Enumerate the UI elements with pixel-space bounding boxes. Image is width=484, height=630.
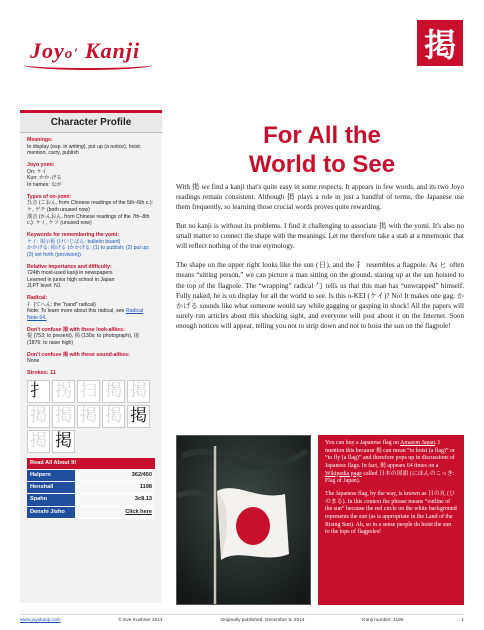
footer-copyright: © Eve Kushner 2014 (118, 618, 163, 623)
importance-heading: Relative importance and difficulty: (27, 263, 112, 270)
name-yomi: In names: なが (27, 181, 62, 188)
keywords-heading: Keywords for remembering the yomi: (27, 231, 119, 238)
reference-value: 1198 (75, 482, 155, 494)
radical-note (27, 308, 155, 321)
callout-paragraph: The Japanese flag, by the way, is known as 日の丸 (ひのまる). In this context the phrase means “outline of the sun” because the red circle on the white background represents the sun (as is appropriate in the Land of the Rising Sun). Ah, so in a sense people do hoist the sun to the tops of flagpoles! (325, 491, 457, 536)
title-line-1: For All the (263, 122, 381, 149)
radical-note-link[interactable]: Radical Note 64. (27, 308, 144, 322)
kan-on-reading: 漢音 (かんおん, from Chinese readings of the 7th–8th c.): ケイ, ケツ (unused now) (27, 213, 150, 227)
logo-swoosh (24, 60, 152, 70)
jlpt-level: JLPT level: N1 (27, 283, 61, 290)
stroke-count: Strokes: 11 (27, 370, 56, 377)
flag-illustration (177, 436, 311, 605)
stroke-step: 掲 (102, 380, 125, 403)
footer-kanji-number: Kanji number: 1198 (362, 618, 404, 623)
footer-site-link[interactable]: www.joyokanji.com (20, 618, 61, 623)
callout-paragraph (325, 440, 457, 486)
stroke-step: 掲 (77, 405, 100, 428)
lookalikes-heading: Don't confuse 掲 with these look-alikes: (27, 326, 125, 333)
joyo-yomi-heading: Joyo yomi: (27, 161, 55, 168)
stroke-step: 掲 (27, 405, 50, 428)
stroke-step: 掲 (27, 430, 50, 453)
keyword-kei: ケイ: 掲示板 (けいじばん: bulletin board) (27, 238, 121, 245)
radical-text: 扌 (てへん: the “hand” radical) (27, 301, 96, 308)
profile-title: Character Profile (20, 113, 162, 133)
go-on-reading: 呉音 (ごおん, from Chinese readings of the 5th–6th c.): ケ, ゲチ (both unused now) (27, 200, 153, 213)
on-yomi-types-heading: Types of on-yomi: (27, 193, 72, 200)
callout-text: You can buy a Japanese flag on (325, 440, 399, 446)
references-table (27, 458, 155, 519)
stroke-step: 拐 (52, 380, 75, 403)
amazon-japan-link[interactable]: Amazon Japan (400, 440, 435, 446)
article-body (176, 182, 464, 340)
kun-yomi: Kun: かか·げる (27, 175, 62, 182)
callout-text: . I mention this because 掲 can mean “to hoist (a flag)” or “to fly (a flag)” and therefore pops up in discussions of Japanese flags. In fact, 掲 appears 64 times on a (325, 440, 455, 470)
school-level: Learned in junior high school in Japan (27, 276, 115, 283)
references-heading: Read All About It! (27, 458, 155, 470)
featured-kanji: 掲 (417, 20, 463, 66)
radical-note-text: Note: To learn more about this radical, see (27, 308, 125, 315)
reference-row (27, 506, 155, 518)
radical-heading: Radical: (27, 295, 48, 302)
title-line-2: World to See (248, 150, 396, 178)
lookalikes-text: 提 (753; to present), 揭 (130s: to photograph), 揚 (1876: to raise high) (27, 333, 139, 347)
stroke-step-final: 掲 (52, 430, 75, 453)
reference-name: Henshall (27, 482, 75, 494)
on-yomi: On: ケイ (27, 168, 47, 175)
reference-row (27, 494, 155, 506)
wikipedia-link[interactable]: Wikipedia page (325, 470, 362, 477)
soundalikes-text: None (27, 358, 40, 365)
stroke-order-grid (27, 380, 155, 453)
reference-name: Halpern (27, 470, 75, 482)
reference-name: Denshi Jisho (27, 506, 75, 518)
keyword-kakageru: かかげる: 掲げる (かかげる: (1) to publish; (2) put up; (3) set forth (provision)) (27, 245, 150, 258)
article-paragraph: The shape on the upper right looks like the sun (日), and the 扌 resembles a flagpole. As ヒ often means “sitting person,” we can picture a man sitting on the ground, staring up at the sun hoisted to the top of the flagpole. The “wrapping” radical 勹 tells us that this man has “unwrapped” himself. Fully naked, he is on display for all the world to see. Is this o-KEI (ケイ)? No! It makes one gag; かかげる sounds like what someone would say while gagging or gasping in shock! All the papers will surely run articles about this shocking sight, and everyone will post about it on the Internet. Soon enough notices will appear, telling you not to strip down and not to hoist the sun on the flagpole! (176, 261, 464, 330)
page-footer (20, 614, 464, 623)
meanings-text: to display (esp. in writing), put up (a notice), hoist; mention, carry, publish (27, 143, 142, 157)
stroke-step: 掲 (127, 405, 150, 428)
reference-name: Spahn (27, 494, 75, 506)
soundalikes-heading: Don't confuse 掲 with these sound-alikes: (27, 351, 130, 358)
reference-value: 362/450 (75, 470, 155, 482)
logo-word-kanji: Kanji (84, 38, 141, 63)
footer-page-number: 1 (461, 618, 464, 623)
meanings-heading: Meanings: (27, 137, 53, 143)
article-paragraph: With 掲 we find a kanji that's quite easy in some respects. It appears in few words, and its two Joyo readings remain consistent. Although 掲 plays a role in just a handful of terms, the Japanese use them frequently, so learning those crucial words proves quite rewarding. (176, 183, 464, 212)
stroke-step: 掲 (102, 405, 125, 428)
stroke-step: 掲 (52, 405, 75, 428)
character-profile-sidebar (20, 110, 162, 603)
flag-callout (318, 435, 464, 605)
denshi-jisho-link[interactable]: Click here (75, 506, 155, 518)
reference-row (27, 482, 155, 494)
logo-word-o: o' (64, 46, 79, 62)
footer-published: Originally published: December 5, 2014 (220, 618, 305, 623)
logo-word-joy: Joy (30, 38, 65, 63)
reference-row (27, 470, 155, 482)
stroke-step: 掲 (127, 380, 150, 403)
newspaper-rank: 724th most-used kanji in newspapers (27, 270, 113, 277)
japanese-flag-photo (176, 435, 311, 605)
stroke-step: 扫 (77, 380, 100, 403)
article-paragraph: But no kanji is without its problems. I find it challenging to associate 掲 with the yomi. It's also no small matter to connect the shape with the meanings. Let me therefore take a stab at a mnemonic that will reflect nothing of the true etymology. (176, 222, 464, 251)
article-title (200, 122, 444, 180)
callout-text: called 日本の国旗 (にほんのこっき: Flag of Japan). (325, 470, 455, 485)
stroke-step: 扌 (27, 380, 50, 403)
reference-value: 3c8.13 (75, 494, 155, 506)
